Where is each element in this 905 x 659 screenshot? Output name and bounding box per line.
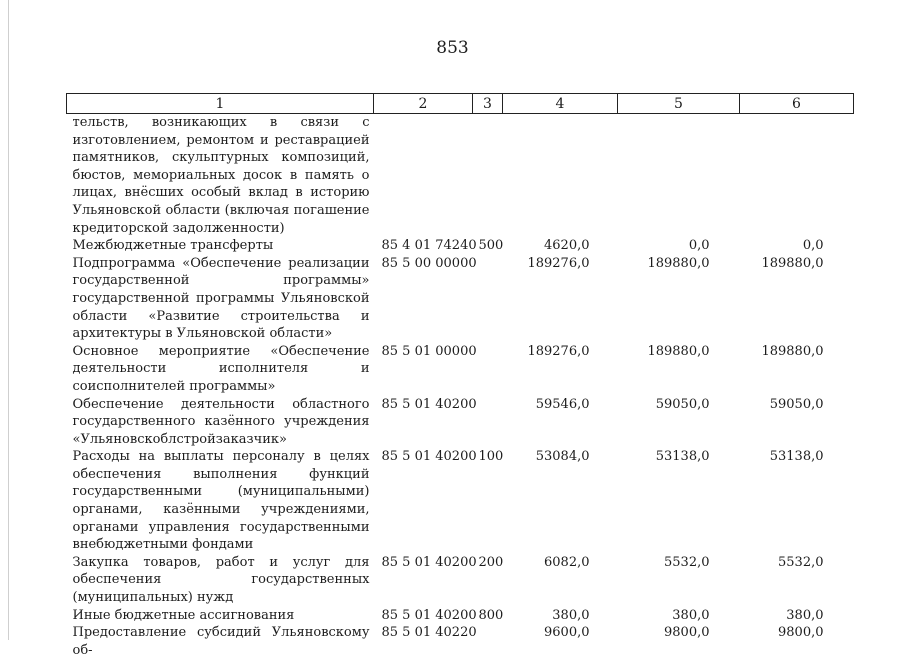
row-value-col4: 59546,0 [535, 396, 590, 412]
row-code: 85 5 01 40220 [381, 625, 477, 641]
table-row [67, 624, 854, 659]
table-row [67, 255, 854, 343]
row-code: 85 5 01 40200 [381, 554, 477, 570]
table-header-row [67, 94, 854, 114]
row-value-col6: 53138,0 [769, 449, 824, 465]
row-value-col5: 189880,0 [647, 343, 710, 359]
row-code: 85 5 00 00000 [381, 255, 477, 271]
row-expense-type: 100 [478, 449, 504, 465]
row-value-col6: 189880,0 [761, 343, 824, 359]
row-expense-type [473, 255, 503, 343]
row-expense-type [473, 396, 503, 449]
row-value-col4: 6082,0 [544, 554, 590, 570]
row-description: Межбюджетные трансферты [72, 238, 274, 254]
table-row [67, 448, 854, 554]
row-value-col4: 9600,0 [544, 625, 590, 641]
row-value-col4: 380,0 [552, 607, 590, 623]
row-value-col6: 189880,0 [761, 255, 824, 271]
column-header: 1 [67, 94, 374, 114]
row-description: Закупка товаров, работ и услуг для обеспечения государственных (муниципальных) нужд [72, 554, 370, 606]
row-expense-type: 500 [478, 238, 504, 254]
page-number: 853 [436, 38, 469, 58]
row-value-col5: 5532,0 [664, 554, 710, 570]
row-code: 85 5 01 00000 [381, 343, 477, 359]
row-description: Иные бюджетные ассигнования [72, 607, 295, 623]
column-header: 5 [618, 94, 740, 114]
row-code: 85 4 01 74240 [381, 238, 477, 254]
row-code: 85 5 01 40200 [381, 449, 477, 465]
row-description: Основное мероприятие «Обеспечение деятельности исполнителя и соисполнителей программы» [72, 343, 370, 394]
row-value-col6: 0,0 [802, 238, 824, 254]
row-description: Расходы на выплаты персоналу в целях обеспечения выполнения функций государственными (муниципальными) органами, казёнными учреждениями, органами управления государственными внебюджетными фондами [72, 449, 370, 553]
row-value-col6: 59050,0 [769, 396, 824, 412]
table-row [67, 343, 854, 396]
row-value-col6: 9800,0 [778, 625, 824, 641]
row-value-col6 [740, 114, 854, 238]
row-value-col5: 53138,0 [655, 449, 710, 465]
row-expense-type: 800 [478, 607, 504, 623]
table-row [67, 554, 854, 607]
row-value-col5: 189880,0 [647, 255, 710, 271]
row-description: Предоставление субсидий Ульяновскому об- [72, 625, 370, 658]
row-value-col4: 4620,0 [544, 238, 590, 254]
table-row [67, 396, 854, 449]
row-value-col5 [618, 114, 740, 238]
column-header: 2 [374, 94, 473, 114]
row-expense-type [473, 624, 503, 659]
row-value-col6: 5532,0 [778, 554, 824, 570]
scan-edge-line [8, 0, 9, 640]
row-value-col6: 380,0 [786, 607, 824, 623]
row-value-col5: 9800,0 [664, 625, 710, 641]
row-expense-type: 200 [478, 554, 504, 570]
budget-table [66, 93, 854, 659]
row-expense-type [473, 114, 503, 238]
row-value-col4: 53084,0 [535, 449, 590, 465]
row-code: 85 5 01 40200 [381, 396, 477, 412]
column-header: 3 [473, 94, 503, 114]
row-value-col5: 59050,0 [655, 396, 710, 412]
row-value-col4 [503, 114, 618, 238]
row-description: Подпрограмма «Обеспечение реализации государственной программы» государственной программы Ульяновской области «Развитие строительства и архитектуры в Ульяновской области» [72, 255, 370, 342]
row-description: Обеспечение деятельности областного государственного казённого учреждения «Ульяновскоблстройзаказчик» [72, 396, 370, 447]
column-header: 4 [503, 94, 618, 114]
table-row [67, 237, 854, 255]
row-code: 85 5 01 40200 [381, 607, 477, 623]
column-header: 6 [740, 94, 854, 114]
row-value-col4: 189276,0 [527, 343, 590, 359]
row-expense-type [473, 343, 503, 396]
row-description: тельств, возникающих в связи с изготовлением, ремонтом и реставрацией памятников, скульптурных композиций, бюстов, мемориальных досок в память о лицах, внёсших особый вклад в историю Ульяновской области (включая погашение кредиторской задолженности) [72, 115, 370, 236]
table-row [67, 607, 854, 625]
row-code [374, 114, 473, 238]
row-value-col5: 0,0 [688, 238, 710, 254]
table-row [67, 114, 854, 238]
row-value-col4: 189276,0 [527, 255, 590, 271]
row-value-col5: 380,0 [672, 607, 710, 623]
